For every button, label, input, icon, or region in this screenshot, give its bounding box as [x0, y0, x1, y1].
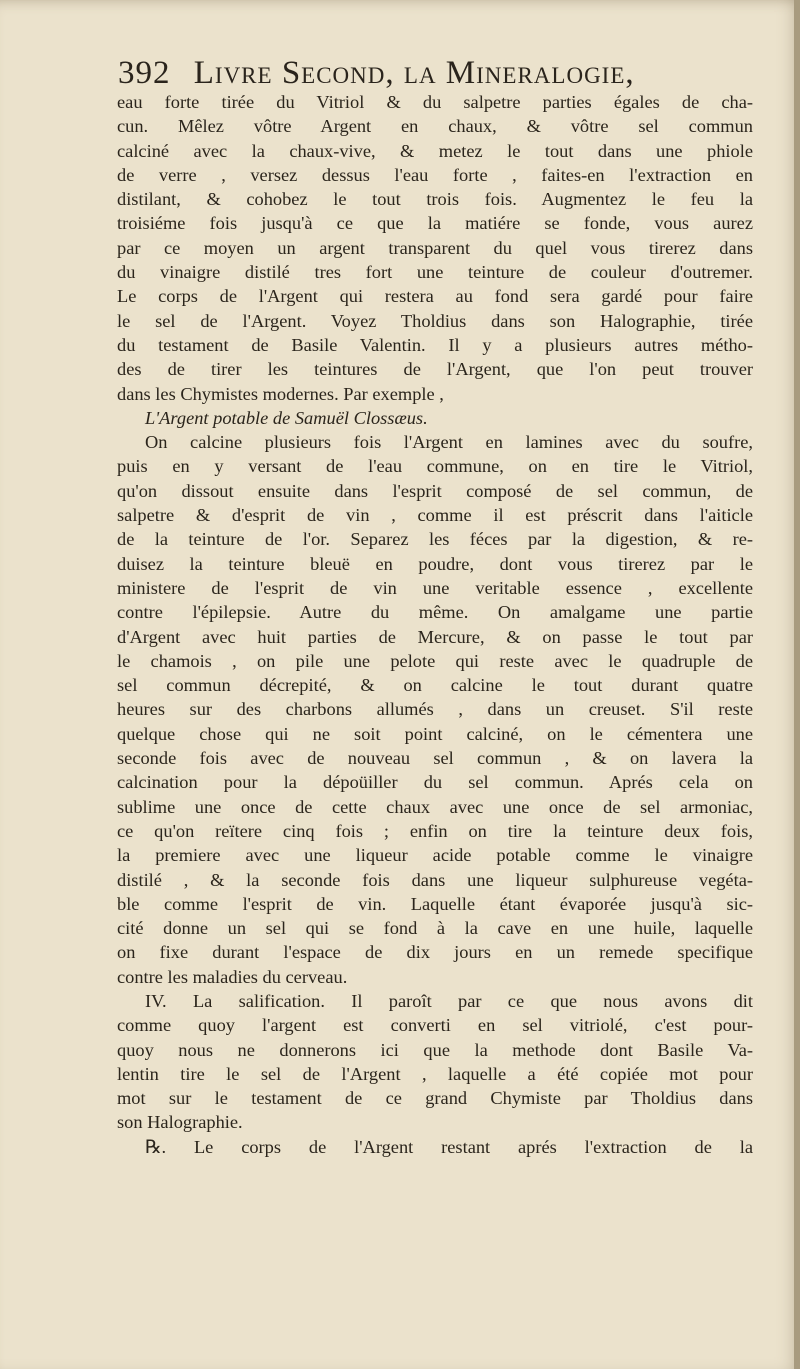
- text-line: du vinaigre distilé tres fort une teinture de couleur d'outremer.: [117, 262, 753, 283]
- text-line: son Halographie.: [117, 1112, 243, 1133]
- text-line: IV. La salification. Il paroît par ce que nous avons dit: [145, 990, 753, 1011]
- text-line: sublime une once de cette chaux avec une once de sel armoniac,: [117, 796, 753, 817]
- text-line: quoy nous ne donnerons ici que la methode dont Basile Va-: [117, 1039, 753, 1060]
- text-line: calcination pour la dépoüiller du sel commun. Aprés cela on: [117, 772, 753, 793]
- text-line: d'Argent avec huit parties de Mercure, & on passe le tout par: [117, 626, 753, 647]
- text-line: distilant, & cohobez le tout trois fois. Augmentez le feu la: [117, 189, 753, 210]
- text-line: Le corps de l'Argent qui restera au fond sera gardé pour faire: [117, 286, 753, 307]
- text-line: la premiere avec une liqueur acide potable comme le vinaigre: [117, 845, 753, 866]
- running-header: [118, 55, 718, 95]
- text-line: heures sur des charbons allumés , dans un creuset. S'il reste: [117, 699, 753, 720]
- text-line: puis en y versant de l'eau commune, on en tire le Vitriol,: [117, 456, 753, 477]
- text-line: troisiéme fois jusqu'à ce que la matiére se fonde, vous aurez: [117, 213, 753, 234]
- running-title: Livre Second, la Mineralogie,: [193, 55, 635, 91]
- page-body: [117, 90, 753, 1159]
- text-line: lentin tire le sel de l'Argent , laquelle a été copiée mot pour: [117, 1063, 753, 1084]
- text-line: le sel de l'Argent. Voyez Tholdius dans son Halographie, tirée: [117, 310, 753, 331]
- text-line: contre les maladies du cerveau.: [117, 966, 348, 987]
- text-line: ℞. Le corps de l'Argent restant aprés l'extraction de la: [145, 1136, 753, 1157]
- text-line: contre l'épilepsie. Autre du même. On amalgame une partie: [117, 602, 753, 623]
- text-line: eau forte tirée du Vitriol & du salpetre parties égales de cha-: [117, 92, 753, 112]
- text-line: duisez la teinture bleuë en poudre, dont vous tirerez par le: [117, 553, 753, 574]
- text-line: ministere de l'esprit de vin une veritable essence , excellente: [117, 577, 753, 598]
- text-line: par ce moyen un argent transparent du quel vous tirerez dans: [117, 237, 753, 258]
- text-line: ble comme l'esprit de vin. Laquelle étant évaporée jusqu'à sic-: [117, 893, 753, 914]
- text-line: dans les Chymistes modernes. Par exemple ,: [117, 383, 444, 404]
- text-line: des de tirer les teintures de l'Argent, que l'on peut trouver: [117, 359, 753, 380]
- text-line: seconde fois avec de nouveau sel commun , & on lavera la: [117, 748, 753, 769]
- page-number: 392: [118, 55, 171, 91]
- text-line: le chamois , on pile une pelote qui reste avec le quadruple de: [117, 650, 753, 671]
- text-line: quelque chose qui ne soit point calciné, on le cémentera une: [117, 723, 753, 744]
- text-line: de verre , versez dessus l'eau forte , faites-en l'extraction en: [117, 164, 753, 185]
- text-line: comme quoy l'argent est converti en sel vitriolé, c'est pour-: [117, 1015, 753, 1036]
- text-line: qu'on dissout ensuite dans l'esprit composé de sel commun, de: [117, 480, 753, 501]
- page-edge: [794, 0, 800, 1369]
- text-line: mot sur le testament de ce grand Chymiste par Tholdius dans: [117, 1088, 753, 1109]
- text-line: On calcine plusieurs fois l'Argent en lamines avec du soufre,: [145, 432, 753, 453]
- text-line: cité donne un sel qui se fond à la cave en une huile, laquelle: [117, 918, 753, 939]
- text-line: salpetre & d'esprit de vin , comme il est préscrit dans l'aiticle: [117, 505, 753, 526]
- text-line: cun. Mêlez vôtre Argent en chaux, & vôtre sel commun: [117, 116, 753, 137]
- text-line: ce qu'on reïtere cinq fois ; enfin on tire la teinture deux fois,: [117, 820, 753, 841]
- text-line: de la teinture de l'or. Separez les féces par la digestion, & re-: [117, 529, 753, 550]
- text-line: sel commun décrepité, & on calcine le tout durant quatre: [117, 675, 753, 696]
- text-line: on fixe durant l'espace de dix jours en un remede specifique: [117, 942, 753, 963]
- text-line: L'Argent potable de Samuël Clossæus.: [145, 407, 428, 428]
- text-line: distilé , & la seconde fois dans une liqueur sulphureuse vegéta-: [117, 869, 753, 890]
- text-line: calciné avec la chaux-vive, & metez le tout dans une phiole: [117, 140, 753, 161]
- text-line: du testament de Basile Valentin. Il y a plusieurs autres métho-: [117, 334, 753, 355]
